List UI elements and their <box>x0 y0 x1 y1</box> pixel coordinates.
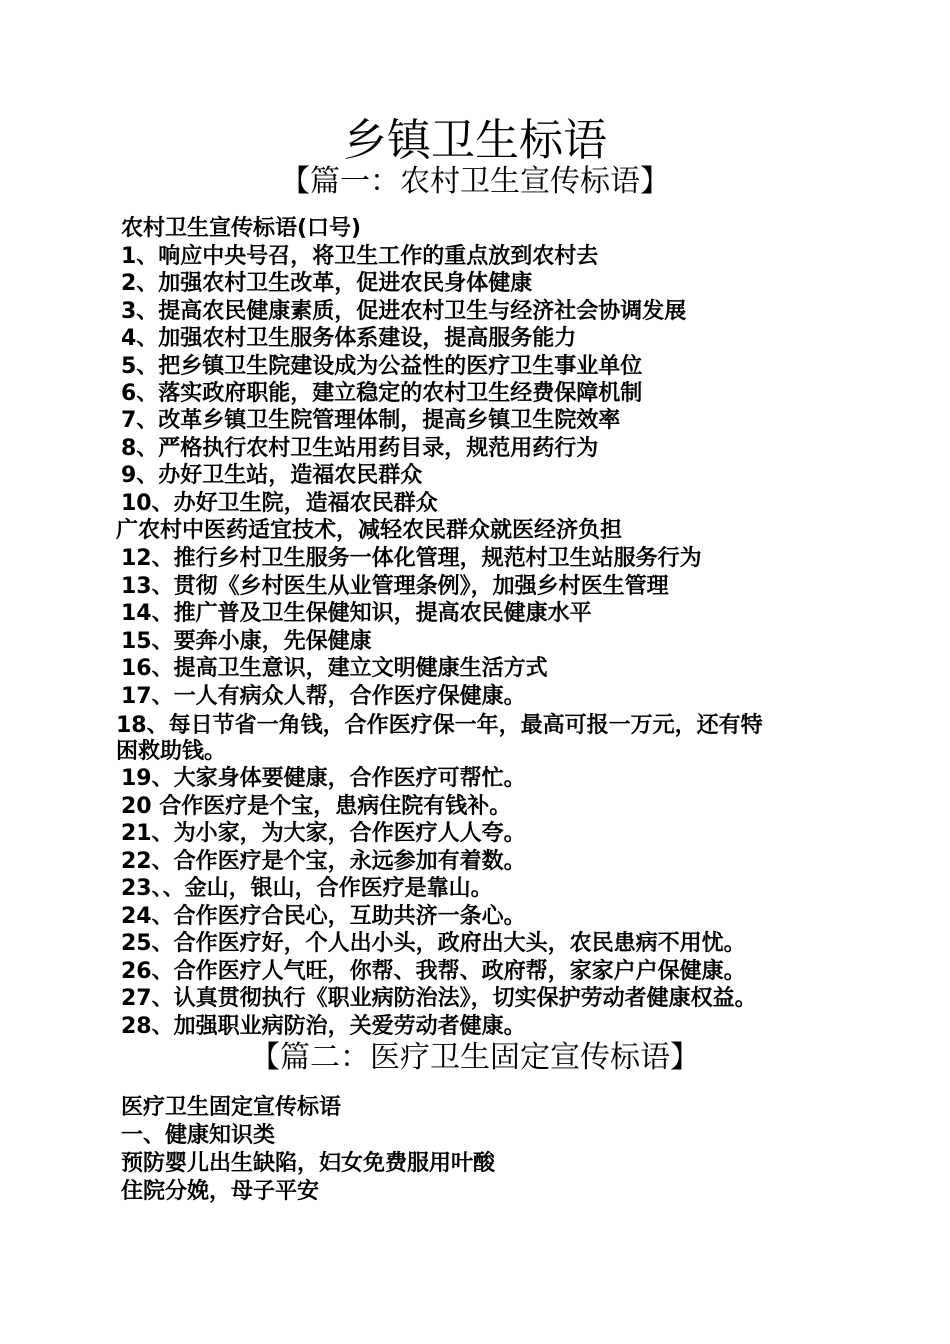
list-item: 25、合作医疗好，个人出小头，政府出大头，农民患病不用忧。 <box>121 931 746 956</box>
list-item: 24、合作医疗合民心，互助共济一条心。 <box>121 904 526 929</box>
list-item: 1、响应中央号召，将卫生工作的重点放到农村去 <box>121 244 599 269</box>
list-item: 13、贯彻《乡村医生从业管理条例》，加强乡村医生管理 <box>121 574 669 599</box>
list-item: 3、提高农民健康素质，促进农村卫生与经济社会协调发展 <box>121 299 687 324</box>
list-item: 27、认真贯彻执行《职业病防治法》，切实保护劳动者健康权益。 <box>121 986 757 1011</box>
list-item: 8、严格执行农村卫生站用药目录，规范用药行为 <box>121 436 599 461</box>
list-item: 7、改革乡镇卫生院管理体制，提高乡镇卫生院效率 <box>121 408 621 433</box>
list-item: 22、合作医疗是个宝，永远参加有着数。 <box>121 849 526 874</box>
part2-subheading: 医疗卫生固定宣传标语 <box>121 1095 342 1120</box>
list-item: 16、提高卫生意识，建立文明健康生活方式 <box>121 656 548 681</box>
list-item: 28、加强职业病防治，关爱劳动者健康。 <box>121 1014 526 1039</box>
list-item: 26、合作医疗人气旺，你帮、我帮、政府帮，家家户户保健康。 <box>121 959 746 984</box>
list-item: 12、推行乡村卫生服务一体化管理，规范村卫生站服务行为 <box>121 546 702 571</box>
list-item: 9、办好卫生站，造福农民群众 <box>121 463 423 488</box>
part1-heading: 【篇一：农村卫生宣传标语】 <box>280 164 670 199</box>
list-item: 23、、金山，银山，合作医疗是靠山。 <box>121 876 493 901</box>
list-item: 19、大家身体要健康，合作医疗可帮忙。 <box>121 766 526 791</box>
list-item: 21、为小家，为大家，合作医疗人人夸。 <box>121 821 526 846</box>
list-item: 5、把乡镇卫生院建设成为公益性的医疗卫生事业单位 <box>121 354 643 379</box>
list-item: 20 合作医疗是个宝，患病住院有钱补。 <box>121 794 512 819</box>
list-item: 18、每日节省一角钱，合作医疗保一年，最高可报一万元，还有特 <box>116 713 763 738</box>
list-item: 4、加强农村卫生服务体系建设，提高服务能力 <box>121 326 577 351</box>
list-item: 预防婴儿出生缺陷，妇女免费服用叶酸 <box>121 1151 496 1176</box>
part2-heading: 【篇二：医疗卫生固定宣传标语】 <box>250 1040 700 1075</box>
list-item: 6、落实政府职能，建立稳定的农村卫生经费保障机制 <box>121 381 643 406</box>
list-item: 15、要奔小康，先保健康 <box>121 629 372 654</box>
list-item: 广农村中医药适宜技术，减轻农民群众就医经济负担 <box>116 518 623 543</box>
list-item: 住院分娩，母子平安 <box>121 1179 320 1204</box>
list-item: 17、一人有病众人帮，合作医疗保健康。 <box>121 684 526 709</box>
document-title: 乡镇卫生标语 <box>343 115 607 166</box>
part1-subheading: 农村卫生宣传标语(口号) <box>121 216 362 241</box>
list-item: 14、推广普及卫生保健知识，提高农民健康水平 <box>121 601 592 626</box>
category-heading: 一、健康知识类 <box>121 1123 276 1148</box>
list-item: 2、加强农村卫生改革，促进农民身体健康 <box>121 271 533 296</box>
list-item-continuation: 困救助钱。 <box>116 739 227 764</box>
list-item: 10、办好卫生院，造福农民群众 <box>121 491 438 516</box>
